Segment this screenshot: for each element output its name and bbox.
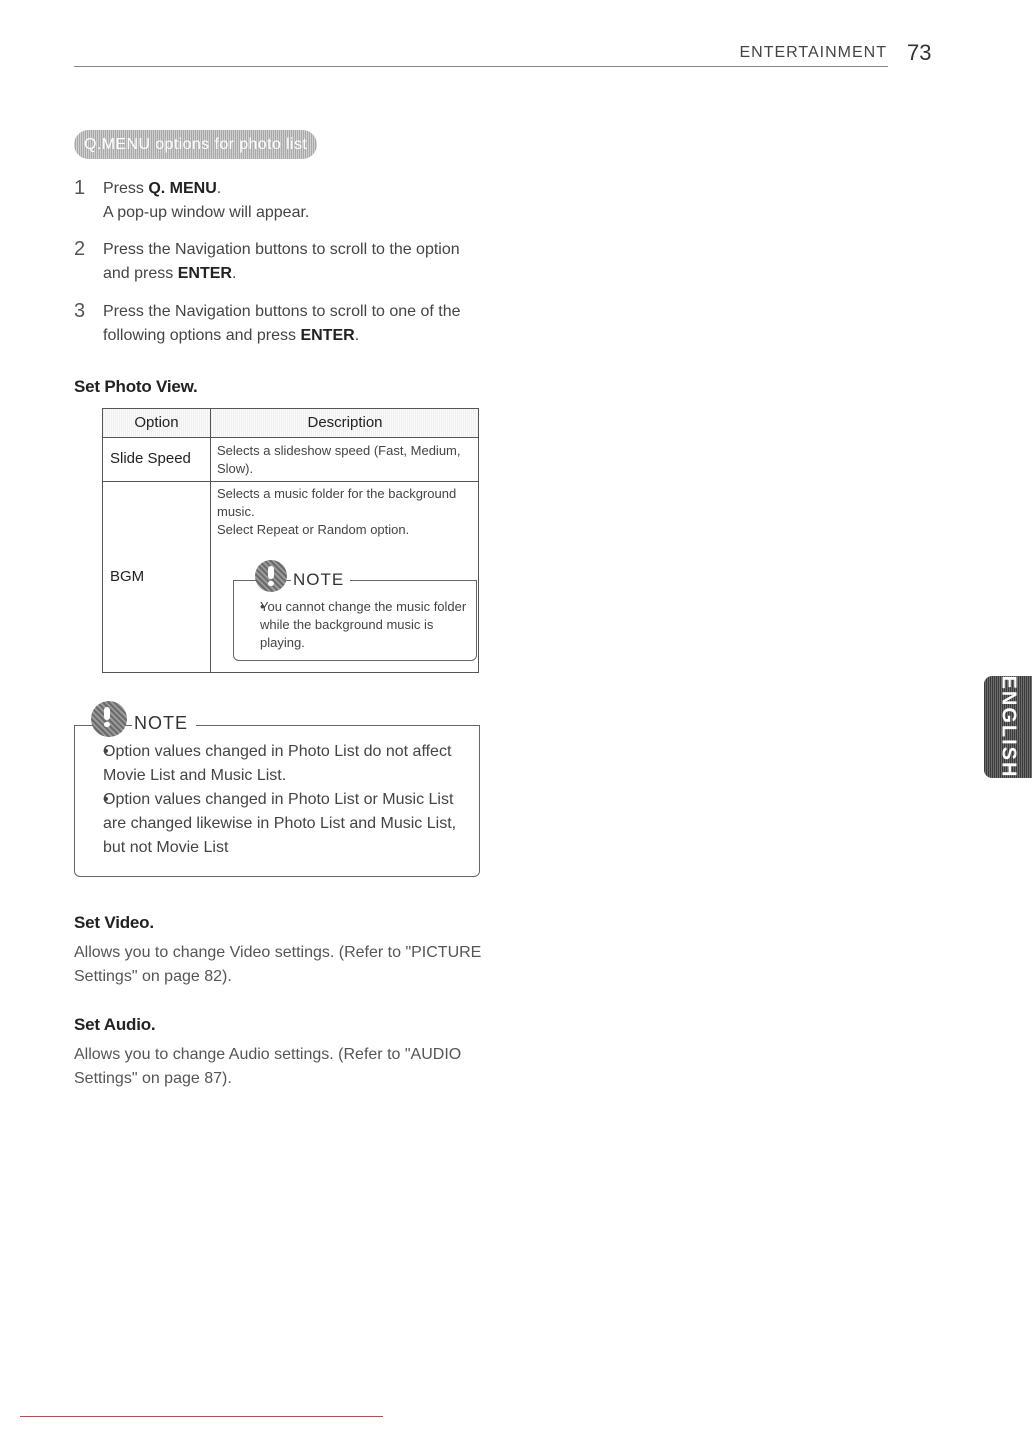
- page-number: 73: [907, 40, 932, 65]
- step-text-plain: Press the Navigation buttons to scroll to one of the following options and press: [103, 303, 461, 344]
- note-list: [87, 740, 471, 860]
- table-divider: [103, 437, 478, 438]
- description-line: Selects a music folder for the background music.: [217, 486, 457, 519]
- set-audio-heading: Set Audio.: [74, 1015, 156, 1034]
- note-box: [74, 725, 480, 877]
- step-text: [103, 238, 473, 286]
- language-tab: [984, 676, 1032, 778]
- note-warning-icon: [91, 701, 127, 737]
- bgm-note-list: [244, 598, 472, 652]
- table-row-description: Selects a slideshow speed (Fast, Medium, Slow).: [217, 443, 461, 476]
- set-audio-text: Allows you to change Audio settings. (Refer to "AUDIO Settings" on page 87).: [74, 1046, 462, 1087]
- step-text: [103, 177, 493, 225]
- step-text: [103, 300, 488, 348]
- step-key-label: ENTER: [177, 265, 232, 282]
- step-text-plain: .: [354, 327, 360, 344]
- step-key-label: ENTER: [300, 327, 355, 344]
- bgm-note-label: NOTE: [291, 570, 350, 590]
- step-text-plain: Press the Navigation buttons to scroll to the option and press: [103, 241, 460, 282]
- language-tab-label: ENGLISH: [997, 676, 1020, 778]
- note-item: • You cannot change the music folder while the background music is playing.: [244, 598, 472, 652]
- table-divider: [103, 481, 478, 482]
- note-item: • Option values changed in Photo List do not affect Movie List and Music List.: [87, 740, 471, 788]
- table-row-description: [217, 485, 475, 539]
- step-subtext: A pop-up window will appear.: [103, 204, 310, 221]
- set-video-heading: Set Video.: [74, 913, 154, 932]
- photo-view-table: [102, 408, 479, 673]
- table-row-option: BGM: [110, 568, 145, 585]
- header-section-title: ENTERTAINMENT: [739, 44, 887, 61]
- step-number: 2: [74, 238, 86, 260]
- step-number: 1: [74, 177, 86, 199]
- note-label: NOTE: [132, 713, 196, 734]
- footer-rule: [20, 1416, 383, 1417]
- note-item: • Option values changed in Photo List or Music List are changed likewise in Photo List and Music List, but not Movie List: [87, 788, 471, 860]
- step-text-plain: .: [231, 265, 237, 282]
- table-header-description: Description: [307, 414, 383, 431]
- bgm-note-box: [233, 580, 477, 661]
- table-header-option: Option: [134, 414, 179, 431]
- step-number: 3: [74, 300, 86, 322]
- step-key-label: Q. MENU: [148, 180, 217, 197]
- table-divider: [210, 409, 211, 672]
- header-rule: [74, 66, 888, 67]
- set-photo-view-heading: Set Photo View.: [74, 377, 198, 396]
- set-video-text: Allows you to change Video settings. (Refer to "PICTURE Settings" on page 82).: [74, 944, 482, 985]
- section-title-pill: Q.MENU options for photo list: [74, 130, 317, 159]
- note-warning-icon: [255, 560, 287, 592]
- description-line: Select Repeat or Random option.: [217, 522, 410, 537]
- table-row-option: Slide Speed: [110, 450, 191, 467]
- step-text-plain: Press: [103, 180, 149, 197]
- step-text-plain: .: [216, 180, 222, 197]
